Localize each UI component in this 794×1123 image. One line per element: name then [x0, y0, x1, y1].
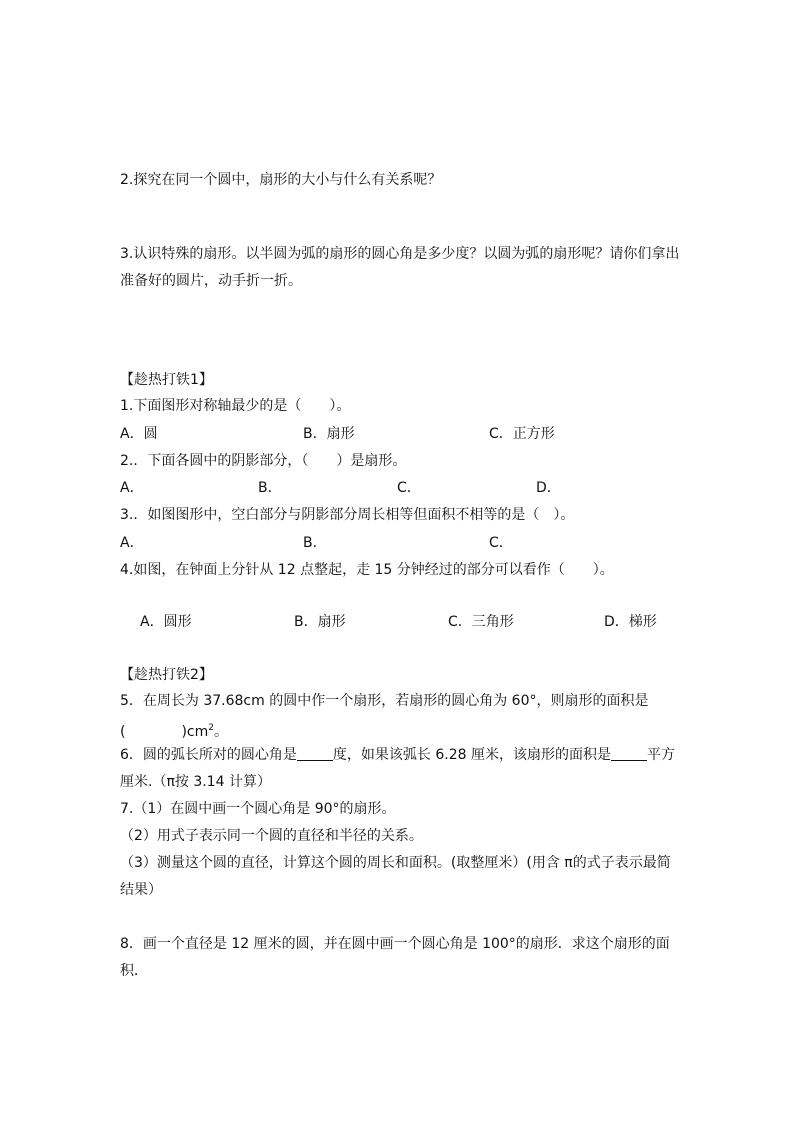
practice-1-question-2: 2.．下面各圆中的阴影部分，（ ）是扇形。 — [120, 453, 407, 469]
q5-superscript: 2 — [208, 723, 214, 733]
practice-2-question-7: 7.（1）在圆中画一个圆心角是 90°的扇形。 — [120, 801, 396, 817]
q4-option-a: A．圆形 — [140, 614, 192, 630]
explore-question-2: 2.探究在同一个圆中，扇形的大小与什么有关系呢？ — [120, 172, 442, 188]
practice-2-question-8-line-2: 积． — [120, 963, 148, 979]
q6-part-c: 平方 — [647, 747, 675, 763]
practice-2-question-6-line-2: 厘米.（π按 3.14 计算） — [120, 774, 271, 790]
practice-2-question-8-line-1: 8．画一个直径是 12 厘米的圆，并在圆中画一个圆心角是 100°的扇形．求这个扇形的面 — [120, 936, 670, 952]
q2-option-d: D． — [536, 480, 561, 496]
practice-1-question-1: 1.下面图形对称轴最少的是（ ）。 — [120, 398, 351, 414]
explore-question-3-line-1: 3.认识特殊的扇形。以半圆为弧的扇形的圆心角是多少度？以圆为弧的扇形呢？请你们拿出 — [120, 246, 680, 262]
q3-option-c: C． — [489, 535, 513, 551]
practice-1-title: 【趁热打铁1】 — [120, 372, 213, 388]
practice-2-question-5-line-2 — [120, 718, 228, 742]
q3-option-b: B． — [303, 535, 327, 551]
q2-option-c: C． — [397, 480, 421, 496]
q1-option-b: B．扇形 — [303, 426, 355, 442]
explore-question-3-line-2: 准备好的圆片，动手折一折。 — [120, 273, 302, 289]
q2-option-b: B． — [258, 480, 282, 496]
practice-1-question-4: 4.如图，在钟面上分针从 12 点整起，走 15 分钟经过的部分可以看作（ ）。 — [120, 562, 614, 578]
practice-2-question-6-line-1 — [120, 745, 675, 765]
practice-2-question-7-part-2: （2）用式子表示同一个圆的直径和半径的关系。 — [120, 828, 423, 844]
q5-answer-blank: ( )cm — [120, 724, 209, 740]
q1-option-c: C．正方形 — [489, 426, 555, 442]
q6-part-b: 度，如果该弧长 6.28 厘米，该扇形的面积是 — [332, 747, 611, 763]
q5-end: 。 — [214, 724, 228, 740]
q4-option-d: D．梯形 — [604, 614, 657, 630]
practice-2-question-5-line-1: 5．在周长为 37.68cm 的圆中作一个扇形，若扇形的圆心角为 60°，则扇形的面积是 — [120, 693, 649, 709]
practice-2-question-7-part-3-line-1: （3）测量这个圆的直径，计算这个圆的周长和面积。(取整厘米）(用含 π的式子表示最简 — [120, 855, 671, 871]
q2-option-a: A． — [120, 480, 144, 496]
q6-blank-1 — [297, 748, 333, 761]
practice-2-question-7-part-3-line-2: 结果） — [120, 882, 162, 898]
practice-1-question-3: 3.．如图图形中，空白部分与阴影部分周长相等但面积不相等的是（ ）。 — [120, 507, 575, 523]
q4-option-b: B．扇形 — [294, 614, 346, 630]
q3-option-a: A． — [120, 535, 144, 551]
q1-option-a: A．圆 — [120, 426, 158, 442]
q6-part-a: 6．圆的弧长所对的圆心角是 — [120, 747, 297, 763]
practice-2-title: 【趁热打铁2】 — [120, 667, 213, 683]
q4-option-c: C．三角形 — [448, 614, 514, 630]
q6-blank-2 — [611, 748, 647, 761]
